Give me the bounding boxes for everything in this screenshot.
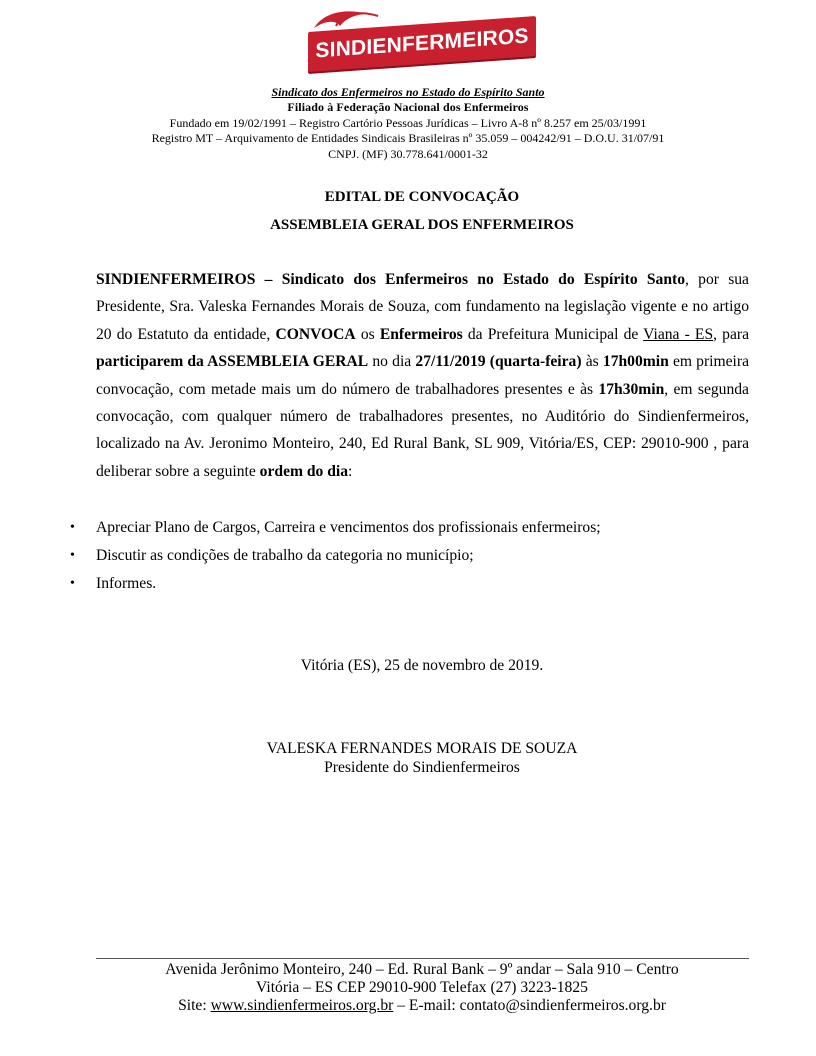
text-segment: às (581, 353, 603, 371)
first-call-time: 17h00min (602, 353, 669, 371)
bullet-icon: • (70, 520, 75, 535)
site-link[interactable]: www.sindienfermeiros.org.br (210, 997, 394, 1014)
agenda-list (0, 517, 816, 601)
text-segment: : (348, 462, 353, 480)
convoca-emphasis: CONVOCA (275, 325, 356, 343)
document-title: EDITAL DE CONVOCAÇÃO (324, 189, 520, 205)
mt-registry: Registro MT – Arquivamento de Entidades Sindicais Brasileiras nº 35.059 – 004242/91 – D.O.U. 31/07/91 (151, 131, 665, 145)
footer-contacts (0, 997, 816, 1015)
text-segment: , para (713, 325, 749, 343)
bullet-icon: • (70, 576, 75, 591)
union-name: Sindicato dos Enfermeiros no Estado do Espírito Santo (271, 85, 545, 99)
text-segment: em primeira convocação, com metade mais um do número de trabalhadores presentes e às (96, 353, 749, 398)
signer-name: VALESKA FERNANDES MORAIS DE SOUZA (266, 740, 578, 757)
email-text: – E-mail: contato@sindienfermeiros.org.br (393, 997, 666, 1014)
foundation-registry: Fundado em 19/02/1991 – Registro Cartório Pessoas Jurídicas – Livro A-8 nº 8.257 em 25/03/1991 (169, 116, 647, 130)
footer-city-phone: Vitória – ES CEP 29010-900 Telefax (27) 3223-1825 (256, 979, 588, 996)
sindienfermeiros-logo (306, 6, 538, 76)
agenda-item-text: Apreciar Plano de Cargos, Carreira e vencimentos dos profissionais enfermeiros; (96, 519, 601, 536)
cnpj: CNPJ. (MF) 30.778.641/0001-32 (328, 147, 488, 161)
text-segment: os (355, 325, 380, 343)
second-call-time: 17h30min (598, 380, 665, 398)
place-and-date: Vitória (ES), 25 de novembro de 2019. (300, 657, 544, 674)
text-segment: da Prefeitura Municipal de (462, 325, 644, 343)
affiliation: Filiado à Federação Nacional dos Enfermeiros (287, 100, 529, 114)
text-segment: , em segunda convocação, com qualquer número de trabalhadores presentes, no Auditório do Sindienfermeiros, localizado na Av. Jeronimo Monteiro, 240, Ed Rural Bank, SL 909, Vitória/ES, CEP: 29010-900 , para deliberar sobre a seguinte (96, 380, 749, 480)
agenda-item-text: Informes. (96, 575, 157, 592)
agenda-item-text: Discutir as condições de trabalho da categoria no município; (96, 547, 474, 564)
bullet-icon: • (70, 548, 75, 563)
org-name: SINDIENFERMEIROS – Sindicato dos Enfermeiros no Estado do Espírito Santo (96, 271, 685, 288)
footer-address: Avenida Jerônimo Monteiro, 240 – Ed. Rural Bank – 9º andar – Sala 910 – Centro (165, 961, 679, 978)
location-underlined: Viana - ES (643, 325, 714, 343)
signer-role: Presidente do Sindienfermeiros (324, 759, 520, 776)
agenda-emphasis: ordem do dia (259, 462, 349, 480)
document-subtitle: ASSEMBLEIA GERAL DOS ENFERMEIROS (270, 217, 574, 233)
footer-divider (96, 958, 749, 959)
list-item (0, 517, 816, 545)
list-item (0, 545, 816, 573)
meeting-date: 27/11/2019 (quarta-feira) (415, 353, 582, 371)
enfermeiros-emphasis: Enfermeiros (379, 325, 463, 343)
list-item (0, 573, 816, 601)
text-segment: no dia (368, 353, 416, 371)
assembly-emphasis: participarem da ASSEMBLEIA GERAL (96, 353, 369, 371)
text-segment: , por sua Presidente, Sra. Valeska Fernandes Morais de Souza, com fundamento na legislação vigente e no artigo 20 do Estatuto da entidade, (96, 271, 749, 343)
convocation-paragraph (96, 266, 749, 485)
logo-text: SINDIENFERMEIROS (315, 24, 529, 63)
site-label: Site: (178, 997, 211, 1014)
